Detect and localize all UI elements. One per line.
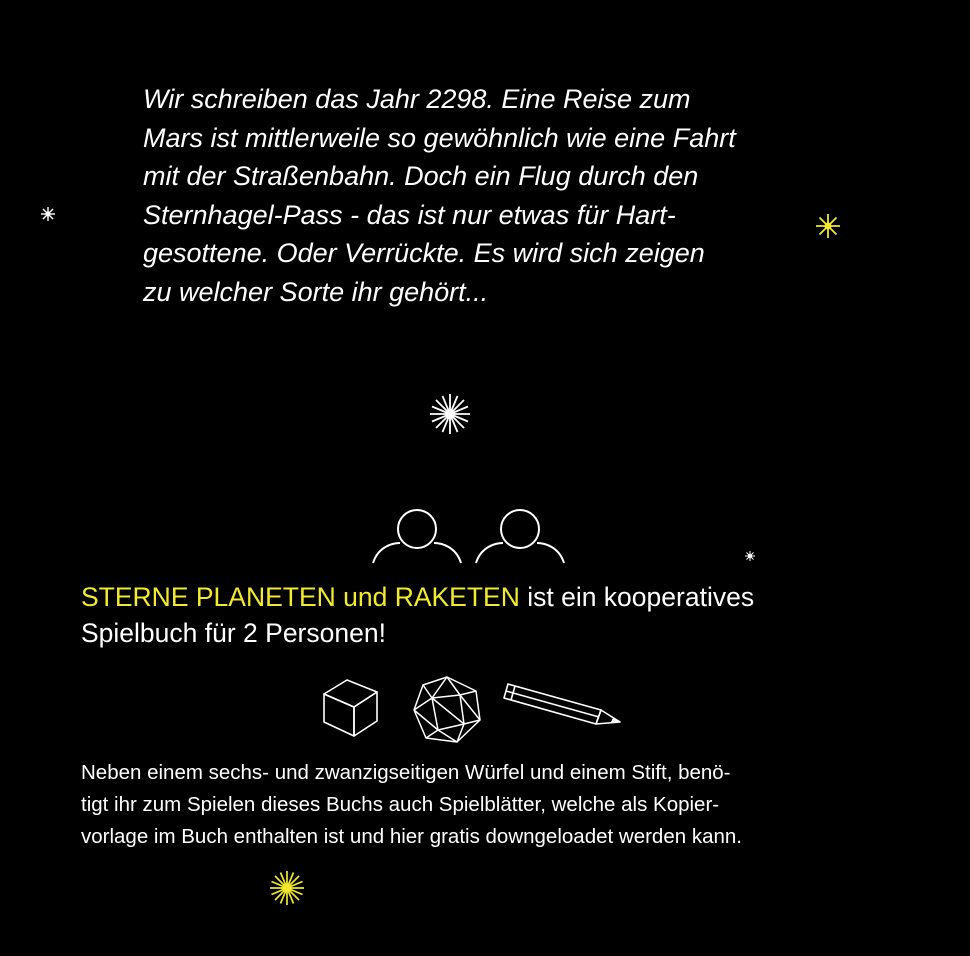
star-icon	[268, 869, 306, 907]
headline-line: Spielbuch für 2 Personen!	[81, 618, 386, 648]
intro-line: Mars ist mittlerweile so gewöhnlich wie eine Fahrt	[143, 122, 736, 153]
intro-line: Sternhagel-Pass - das ist nur etwas für Hart-	[143, 199, 676, 230]
game-title: STERNE PLANETEN und RAKETEN	[81, 582, 520, 612]
star-icon	[428, 392, 472, 436]
d20-dice-icon	[410, 674, 484, 746]
intro-line: gesottene. Oder Verrückte. Es wird sich zeigen	[143, 238, 705, 268]
player-icon	[473, 505, 567, 565]
headline-line	[81, 579, 941, 615]
star-icon	[813, 211, 843, 241]
intro-line: Wir schreiben das Jahr 2298. Eine Reise zum	[143, 84, 691, 114]
d6-dice-icon	[320, 676, 382, 740]
intro-line: mit der Straßenbahn. Doch ein Flug durch den	[143, 161, 699, 191]
star-icon	[743, 549, 757, 563]
headline	[81, 579, 941, 651]
requirements-line: vorlage im Buch enthalten ist und hier gratis downgeloadet werden kann.	[81, 825, 742, 848]
headline-text: ist ein kooperatives	[519, 582, 755, 612]
intro-line: zu welcher Sorte ihr gehört...	[143, 276, 489, 307]
star-icon	[38, 204, 58, 224]
requirements-line: tigt ihr zum Spielen dieses Buchs auch Spielblätter, welche als Kopier-	[81, 793, 720, 816]
requirements-text	[81, 757, 941, 853]
pencil-icon	[503, 682, 623, 728]
intro-text	[143, 80, 823, 311]
requirements-line: Neben einem sechs- und zwanzigseitigen Würfel und einem Stift, benö-	[81, 761, 731, 784]
player-icon	[370, 505, 464, 565]
